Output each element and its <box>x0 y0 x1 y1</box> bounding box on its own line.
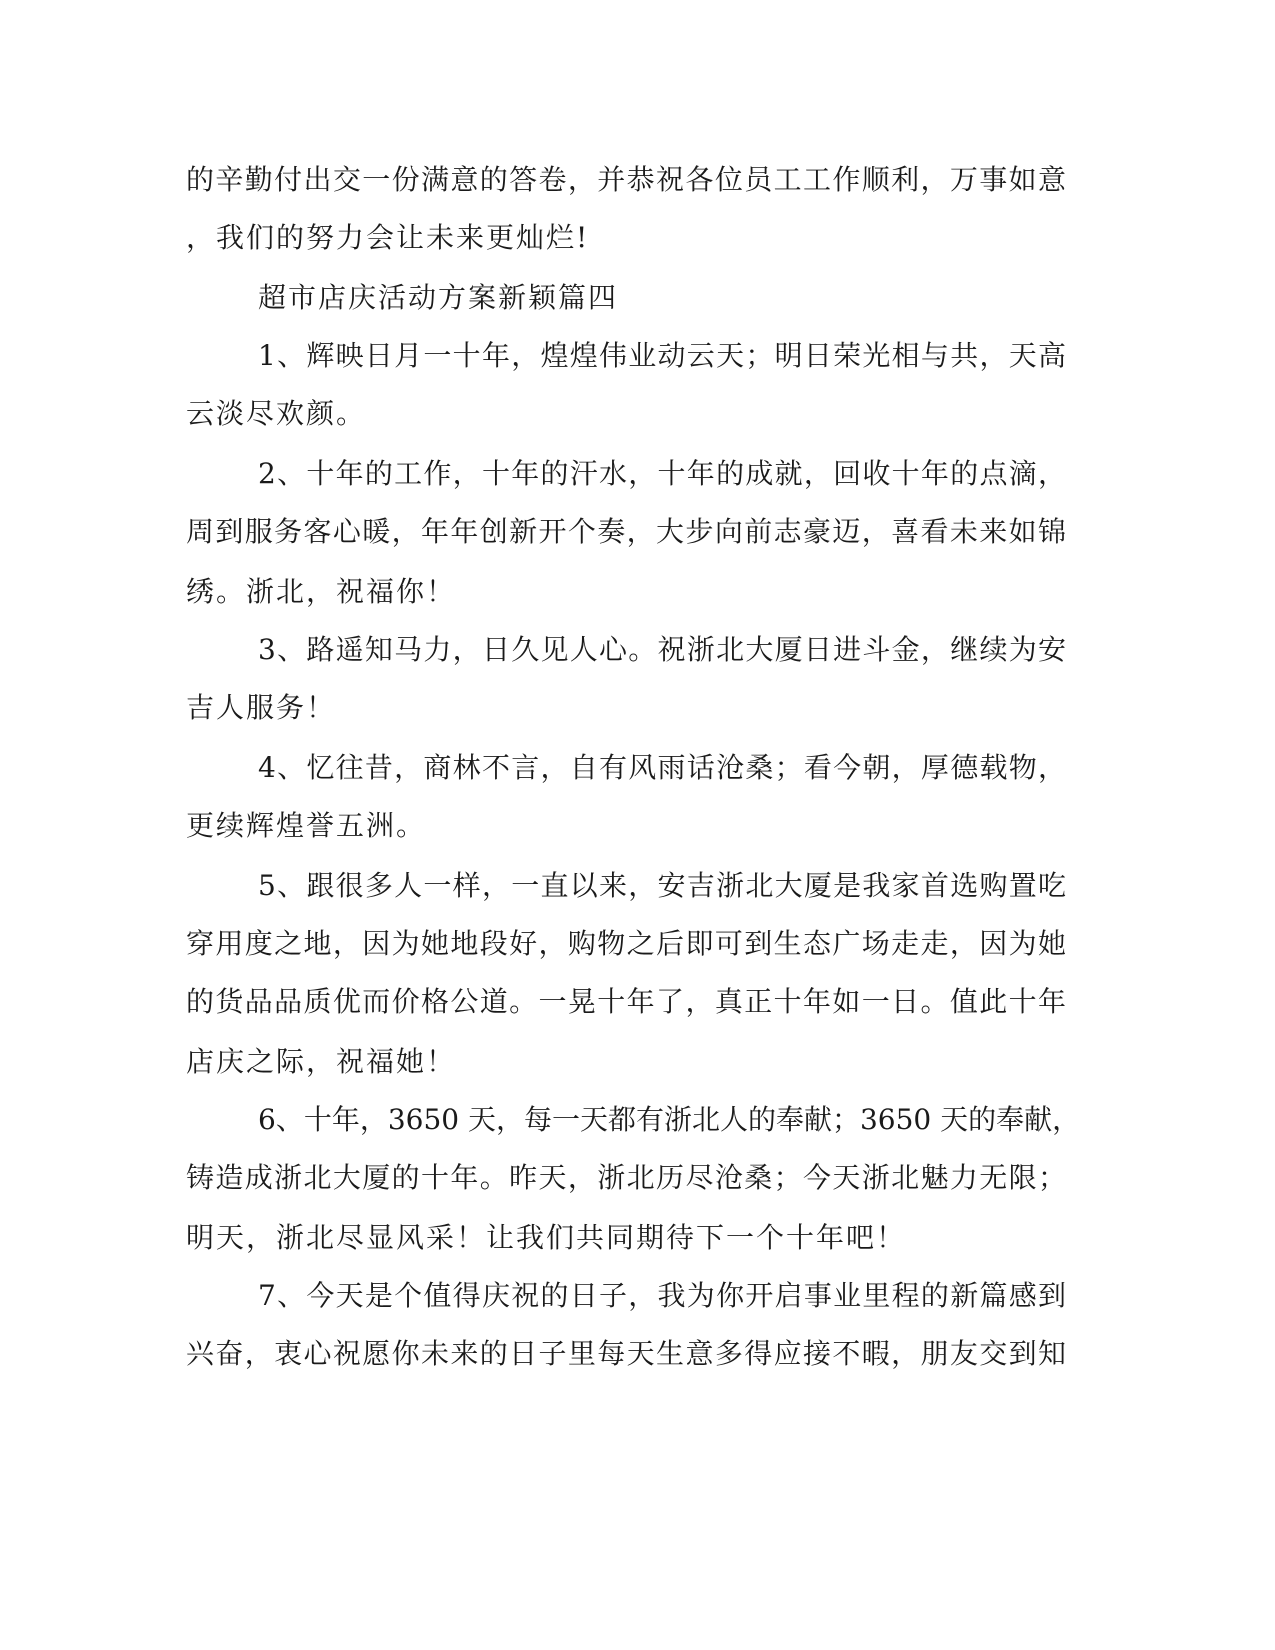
text-line: 店庆之际，祝福她！ <box>186 1045 457 1078</box>
section-heading: 超市店庆活动方案新颖篇四 <box>258 281 619 314</box>
text-line: 2、十年的工作，十年的汗水，十年的成就，回收十年的点滴， <box>258 457 1066 490</box>
text-line: 1、辉映日月一十年，煌煌伟业动云天；明日荣光相与共，天高 <box>258 339 1066 372</box>
text-line: 4、忆往昔，商林不言，自有风雨话沧桑；看今朝，厚德载物， <box>258 751 1066 784</box>
text-line: 兴奋，衷心祝愿你未来的日子里每天生意多得应接不暇，朋友交到知 <box>186 1337 1066 1370</box>
text-line: 7、今天是个值得庆祝的日子，我为你开启事业里程的新篇感到 <box>258 1279 1066 1312</box>
text-line: 铸造成浙北大厦的十年。昨天，浙北历尽沧桑；今天浙北魅力无限； <box>186 1161 1066 1194</box>
text-line: 更续辉煌誉五洲。 <box>186 809 427 842</box>
text-line: 5、跟很多人一样，一直以来，安吉浙北大厦是我家首选购置吃 <box>258 869 1066 902</box>
text-line: 云淡尽欢颜。 <box>186 397 367 430</box>
text-line: 吉人服务！ <box>186 691 337 724</box>
text-line: 周到服务客心暖，年年创新开个奏，大步向前志豪迈，喜看未来如锦 <box>186 515 1066 548</box>
text-line: ，我们的努力会让未来更灿烂! <box>186 221 590 254</box>
text-line: 穿用度之地，因为她地段好，购物之后即可到生态广场走走，因为她 <box>186 927 1066 960</box>
text-line: 6、十年，3650 天，每一天都有浙北人的奉献；3650 天的奉献， <box>258 1103 1081 1136</box>
text-line: 3、路遥知马力，日久见人心。祝浙北大厦日进斗金，继续为安 <box>258 633 1066 666</box>
text-line: 的辛勤付出交一份满意的答卷，并恭祝各位员工工作顺利，万事如意 <box>186 163 1066 196</box>
text-line: 明天，浙北尽显风采！让我们共同期待下一个十年吧！ <box>186 1221 907 1254</box>
text-line: 的货品品质优而价格公道。一晃十年了，真正十年如一日。值此十年 <box>186 985 1066 1018</box>
text-line: 绣。浙北，祝福你！ <box>186 575 457 608</box>
